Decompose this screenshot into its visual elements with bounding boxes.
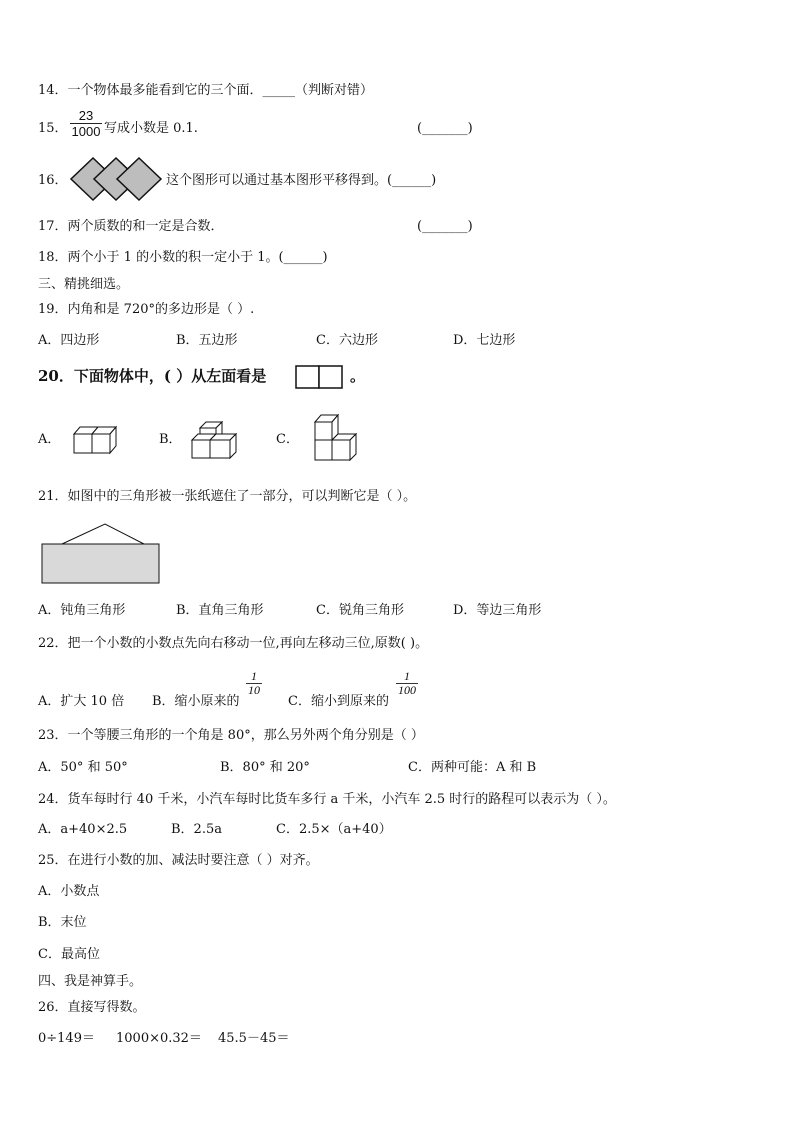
question-20-end: 。	[350, 367, 366, 385]
q22-option-c: C．缩小到原来的	[288, 694, 389, 709]
q25-option-c: C．最高位	[38, 947, 100, 962]
q23-option-c: C．两种可能：A 和 B	[408, 760, 537, 775]
q21-option-c: C．锐角三角形	[316, 603, 404, 618]
question-14: 14．一个物体最多能看到它的三个面．_____（判断对错）	[38, 83, 374, 98]
left-view-two-squares-figure	[295, 365, 345, 389]
question-19: 19．内角和是 720°的多边形是（ ）.	[38, 302, 255, 317]
fraction-23-over-1000	[70, 108, 102, 139]
question-16-number: 16．	[38, 173, 68, 188]
q23-option-b: B．80° 和 20°	[220, 760, 310, 775]
q22-fraction-1-over-100	[396, 670, 418, 697]
q23-option-a: A．50° 和 50°	[38, 760, 128, 775]
question-25: 25．在进行小数的加、减法时要注意（ ）对齐。	[38, 853, 319, 868]
question-17-blank: (_______)	[417, 219, 473, 234]
section-4-heading: 四、我是神算手。	[38, 974, 143, 989]
question-22: 22．把一个小数的小数点先向右移动一位,再向左移动三位,原数( )。	[38, 636, 429, 651]
q19-option-b: B．五边形	[176, 333, 238, 348]
question-15-number: 15．	[38, 121, 68, 136]
question-21: 21．如图中的三角形被一张纸遮住了一部分，可以判断它是（ ）。	[38, 489, 417, 504]
q25-option-a: A．小数点	[38, 884, 100, 899]
q19-option-a: A．四边形	[38, 333, 100, 348]
cube-figure-c	[312, 412, 364, 464]
q20-option-b-label: B．	[159, 432, 182, 447]
q21-option-a: A．钝角三角形	[38, 603, 126, 618]
fraction-denominator: 100	[398, 683, 416, 697]
question-20-text: 20．下面物体中，( ）从左面看是	[38, 367, 267, 385]
question-26: 26．直接写得数。	[38, 1000, 146, 1015]
q24-option-b: B．2.5a	[171, 822, 222, 837]
section-3-heading: 三、精挑细选。	[38, 277, 130, 292]
fraction-numerator: 1	[404, 669, 410, 683]
q20-option-a-label: A．	[38, 432, 61, 447]
q22-option-b: B．缩小原来的	[152, 694, 240, 709]
question-24: 24．货车每时行 40 千米，小汽车每时比货车多行 a 千米，小汽车 2.5 时行的路程可以表示为（ ）。	[38, 792, 616, 807]
q19-option-d: D．七边形	[453, 333, 516, 348]
covered-triangle-figure	[40, 523, 162, 585]
q24-option-a: A．a+40×2.5	[38, 822, 128, 837]
q21-option-d: D．等边三角形	[453, 603, 542, 618]
cube-figure-b	[190, 420, 240, 460]
question-15-blank: (_______)	[417, 121, 473, 136]
q24-option-c: C．2.5×（a+40）	[276, 822, 392, 837]
question-17: 17．两个质数的和一定是合数．	[38, 219, 224, 234]
q25-option-b: B．末位	[38, 915, 87, 930]
fraction-denominator: 10	[248, 683, 260, 697]
cube-figure-a	[72, 424, 124, 456]
fraction-numerator: 23	[78, 108, 94, 123]
question-15-text: 写成小数是 0.1.	[104, 121, 198, 136]
q26-item-2: 1000×0.32＝	[116, 1031, 202, 1046]
q26-item-1: 0÷149＝	[38, 1031, 95, 1046]
fraction-numerator: 1	[251, 669, 257, 683]
q21-option-b: B．直角三角形	[176, 603, 264, 618]
q20-option-c-label: C．	[276, 432, 299, 447]
question-23: 23．一个等腰三角形的一个角是 80°，那么另外两个角分别是（ ）	[38, 728, 424, 743]
q26-item-3: 45.5－45＝	[218, 1031, 290, 1046]
fraction-denominator: 1000	[71, 124, 101, 139]
question-18: 18．两个小于 1 的小数的积一定小于 1。(______)	[38, 250, 328, 265]
diamond-pattern-figure	[70, 156, 164, 202]
q22-option-a: A．扩大 10 倍	[38, 694, 125, 709]
question-16-text: 这个图形可以通过基本图形平移得到。(______)	[166, 173, 437, 188]
q22-fraction-1-over-10	[246, 670, 262, 697]
q19-option-c: C．六边形	[316, 333, 378, 348]
